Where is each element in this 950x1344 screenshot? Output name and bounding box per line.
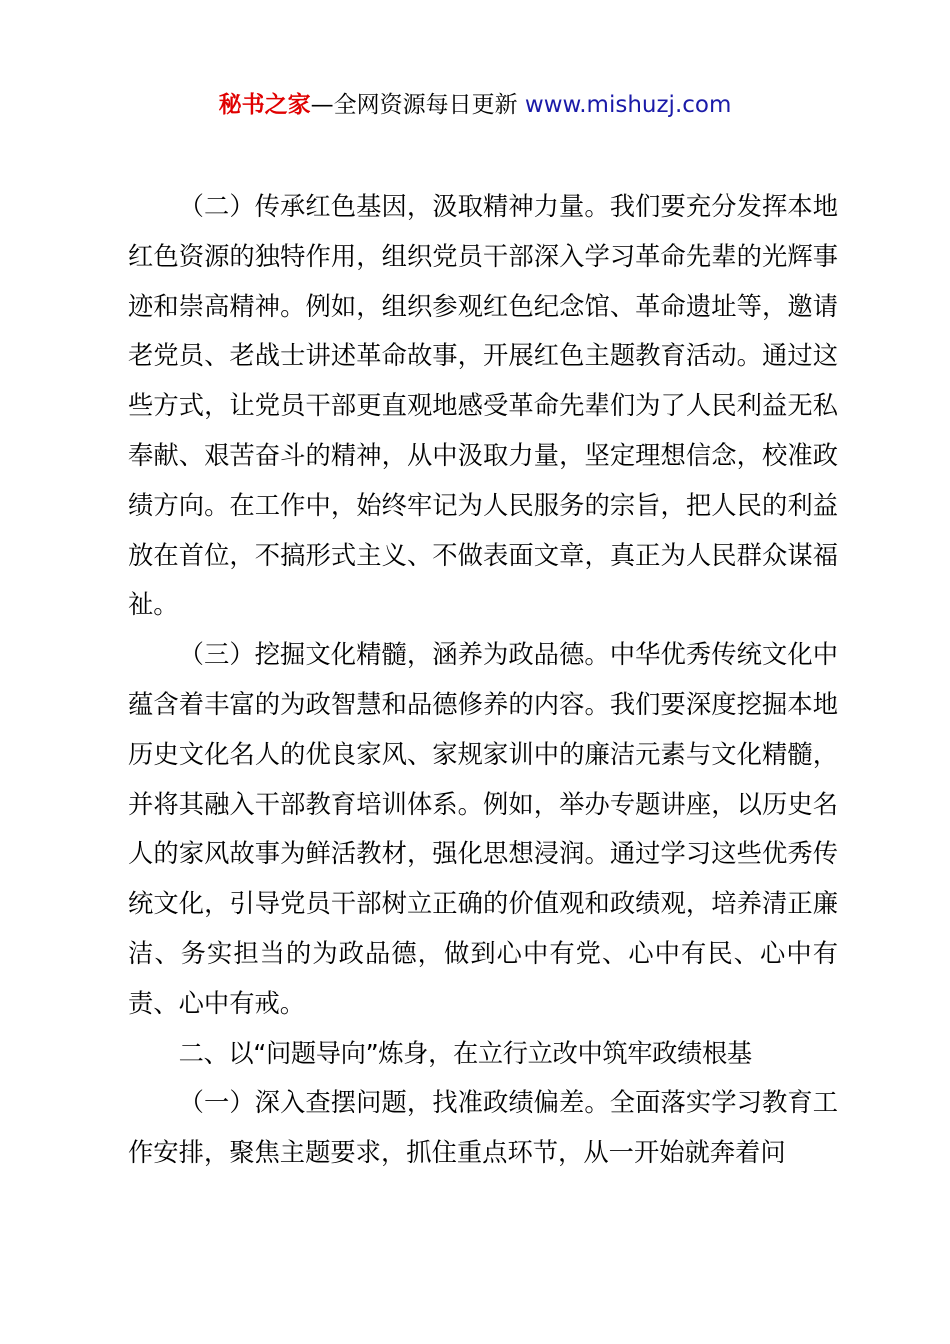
header-tagline: —全网资源每日更新 — [310, 92, 525, 118]
document-body — [128, 182, 838, 1178]
paragraph-find-problems: （一）深入查摆问题，找准政绩偏差。全面落实学习教育工作安排，聚焦主题要求，抓住重点环节，从一开始就奔着问 — [128, 1088, 838, 1168]
brand-name: 秘书之家 — [218, 92, 311, 118]
paragraph-red-gene: （二）传承红色基因，汲取精神力量。我们要充分发挥本地红色资源的独特作用，组织党员干部深入学习革命先辈的光辉事迹和崇高精神。例如，组织参观红色纪念馆、革命遗址等，邀请老党员、老战士讲述革命故事，开展红色主题教育活动。通过这些方式，让党员干部更直观地感受革命先辈们为了人民利益无私奉献、艰苦奋斗的精神，从中汲取力量，坚定理想信念，校准政绩方向。在工作中，始终牢记为人民服务的宗旨，把人民的利益放在首位，不搞形式主义、不做表面文章，真正为人民群众谋福祉。 — [128, 192, 838, 620]
paragraph-culture: （三）挖掘文化精髓，涵养为政品德。中华优秀传统文化中蕴含着丰富的为政智慧和品德修养的内容。我们要深度挖掘本地历史文化名人的优良家风、家规家训中的廉洁元素与文化精髓，并将其融入干部教育培训体系。例如，举办专题讲座，以历史名人的家风故事为鲜活教材，强化思想浸润。通过学习这些优秀传统文化，引导党员干部树立正确的价值观和政绩观，培养清正廉洁、务实担当的为政品德，做到心中有党、心中有民、心中有责、心中有戒。 — [128, 640, 838, 1018]
site-url-link[interactable]: www.mishuzj.com — [524, 92, 732, 118]
site-header — [0, 88, 950, 122]
section-heading-problem-oriented: 二、以“问题导向”炼身，在立行立改中筑牢政绩根基 — [178, 1038, 752, 1068]
